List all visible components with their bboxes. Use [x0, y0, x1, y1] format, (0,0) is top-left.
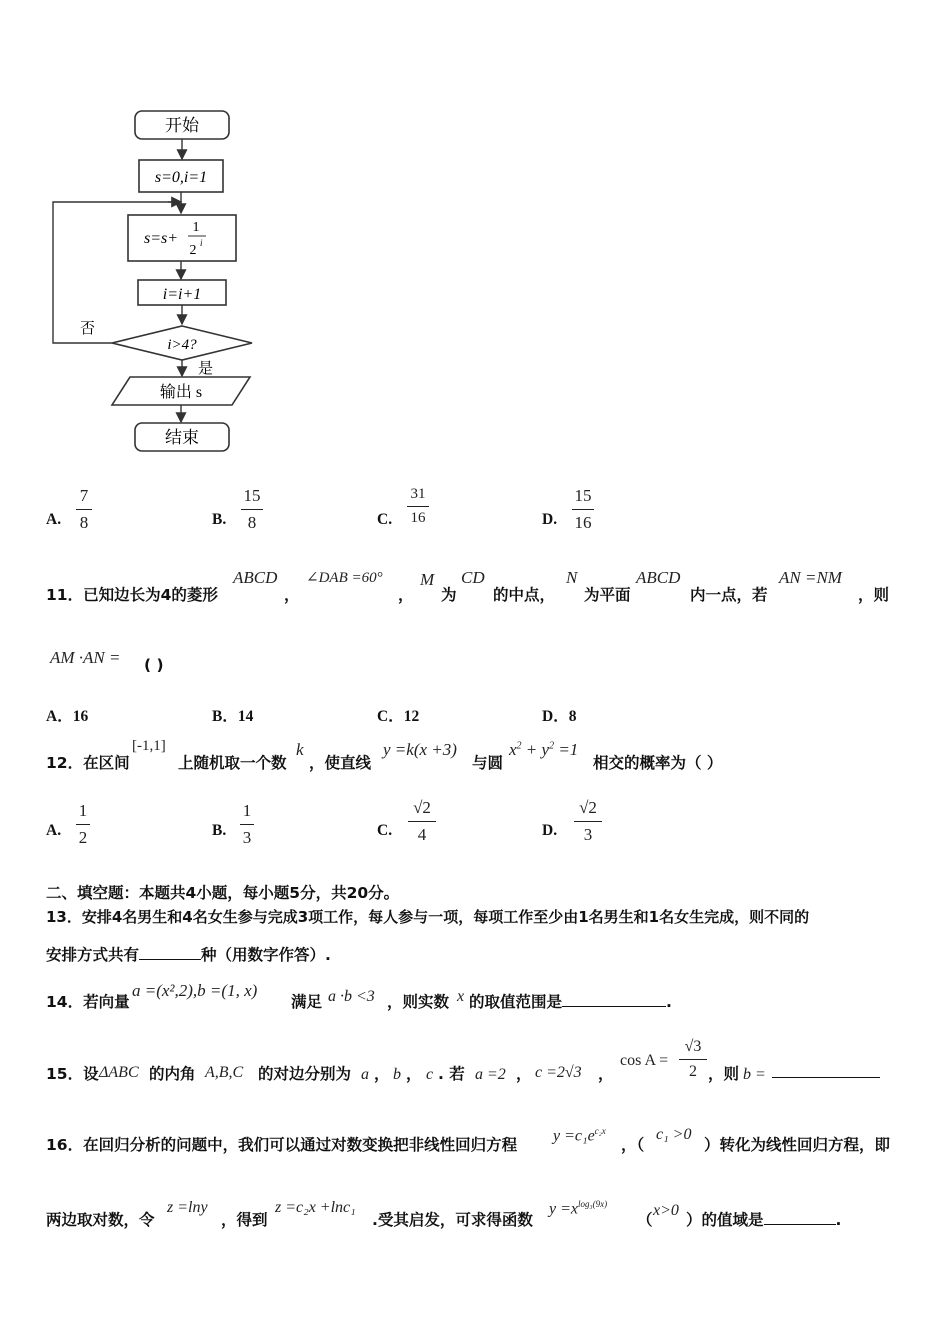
section-2-heading: 二、填空题：本题共4小题，每小题5分，共20分。 [46, 884, 400, 902]
flow-start-label: 开始 [165, 116, 199, 135]
q11-comma-1: ， [284, 586, 300, 604]
flow-init-label: s=0,i=1 [154, 169, 208, 186]
q11-comma-2: ， [398, 586, 414, 604]
q10-option-b-fraction [241, 486, 263, 533]
q10-option-a-fraction [76, 486, 92, 533]
q15-text-3: 的对边分别为 [258, 1065, 352, 1083]
flow-decision-label: i>4? [167, 337, 197, 353]
q10-option-d-label[interactable]: D. [542, 511, 558, 528]
q16-text-2: ，（ [621, 1136, 645, 1154]
q15-text-4: . 若 [438, 1065, 465, 1083]
q15-cos-fraction [679, 1038, 707, 1081]
q16-text-7 [686, 1208, 841, 1230]
q15-cos: cos A = [620, 1052, 669, 1069]
q16-text-7a: ）的值域是 [686, 1211, 764, 1229]
q10-option-d-fraction [572, 486, 594, 533]
q12-circle-rhs: =1 [554, 740, 579, 759]
q15-sep-2: ， [406, 1065, 422, 1083]
q10-option-a-num: 7 [79, 486, 89, 505]
q16-func-base: y =x [549, 1200, 578, 1218]
q11-angle: ∠DAB =60° [306, 570, 383, 586]
q15-text-5: ，则 [708, 1065, 740, 1083]
q10-option-c-label[interactable]: C. [377, 511, 393, 528]
q15-cos-den: 2 [689, 1063, 697, 1080]
q16-eq1-exponent: c₂x [594, 1126, 606, 1136]
q16-text-4: ，得到 [221, 1211, 268, 1229]
q15-text-2: 的内角 [149, 1065, 196, 1083]
q12-option-a-fraction [76, 801, 90, 848]
q13-line-2-start [46, 943, 331, 965]
q12-option-b-den: 3 [242, 828, 252, 847]
q12-text-5: 相交的概率为（ ） [593, 754, 723, 772]
q16-text-5: .受其启发，可求得函数 [372, 1211, 533, 1229]
flow-assign-num: 1 [192, 220, 200, 235]
q12-option-c-label[interactable]: C. [377, 822, 393, 839]
flow-assign-exp: i [200, 238, 203, 248]
q10-option-a-label[interactable]: A. [46, 511, 62, 528]
flow-end-label: 结束 [165, 428, 199, 447]
q12-option-c-den: 4 [417, 825, 427, 844]
q14-text-2: 满足 [291, 993, 323, 1011]
q15-cos-num: √3 [684, 1038, 702, 1055]
q13-line-2b: 种（用数字作答）. [201, 946, 331, 964]
q16-linear-equation: z =c₂x +lnc₁ [275, 1199, 356, 1216]
q10-option-b-num: 15 [243, 486, 261, 505]
q11-text-1: 11．已知边长为4的菱形 [46, 586, 218, 604]
q11-n: N [566, 568, 578, 587]
q16-text-3: ）转化为线性回归方程，即 [704, 1136, 891, 1154]
q14-inequality: a ·b <3 [328, 988, 375, 1005]
flow-no-label: 否 [80, 321, 96, 337]
q11-ze: ，则 [858, 586, 890, 604]
q16-domain: x>0 [653, 1202, 679, 1219]
q11-mid: 的中点， [493, 586, 556, 604]
q16-text-6: （ [637, 1211, 653, 1229]
q10-option-b-den: 8 [247, 513, 257, 532]
q11-option-b[interactable]: B．14 [212, 708, 254, 725]
q15-c: c [426, 1066, 434, 1083]
q12-circle-x-square: 2 [516, 740, 522, 752]
q12-text-1: 12．在区间 [46, 754, 130, 772]
q12-circle-plus-y: + y [521, 740, 550, 759]
q11-abcd: ABCD [233, 568, 278, 587]
q16-function [549, 1199, 607, 1218]
q15-text-1: 15．设 [46, 1065, 99, 1083]
q11-plane: 为平面 [584, 586, 631, 604]
q11-inside: 内一点，若 [690, 586, 768, 604]
q12-circle-equation [509, 740, 578, 760]
q10-option-c-den: 16 [410, 510, 426, 526]
q16-z-def: z =lny [167, 1199, 208, 1216]
q10-option-d-num: 15 [574, 486, 592, 505]
q14-vectors: a =(x²,2),b =(1, x) [132, 981, 258, 1000]
q12-option-d-den: 3 [583, 825, 593, 844]
q12-option-c-fraction [408, 798, 436, 845]
q10-option-a-den: 8 [79, 513, 89, 532]
q12-option-a-den: 2 [78, 828, 88, 847]
q15-sep-3: ， [516, 1065, 532, 1083]
q12-text-3: ，使直线 [309, 754, 372, 772]
q15-angles: A,B,C [205, 1064, 244, 1081]
q10-option-c-num: 31 [410, 486, 426, 502]
q15-b-equals: b = [743, 1066, 766, 1083]
flow-output-label: 输出 s [159, 384, 203, 401]
q12-option-a-label[interactable]: A. [46, 822, 62, 839]
q14-text-3: ，则实数 [387, 993, 450, 1011]
q15-b: b [393, 1066, 401, 1083]
q14-end: . [666, 993, 672, 1011]
q12-option-d-fraction [574, 798, 602, 845]
q12-option-b-fraction [240, 801, 254, 848]
q14-text-4a: 的取值范围是 [469, 993, 563, 1011]
q16-condition: c₁ >0 [656, 1126, 692, 1143]
q15-sep-1: ， [374, 1065, 390, 1083]
q13-line-2a: 安排方式共有 [46, 946, 140, 964]
q14-answer-blank[interactable] [562, 1006, 666, 1007]
q12-option-b-num: 1 [242, 801, 252, 820]
q12-text-4: 与圆 [472, 754, 504, 772]
q12-option-b-label[interactable]: B. [212, 822, 227, 839]
q12-interval: [-1,1] [132, 738, 166, 754]
q11-cd: CD [461, 568, 485, 587]
q11-paren: ( ) [144, 656, 164, 674]
flow-assign-left: s=s+ [144, 230, 179, 247]
q11-wei: 为 [441, 586, 457, 604]
q11-option-a[interactable]: A．16 [46, 708, 89, 725]
q12-option-c-num: √2 [413, 798, 431, 817]
q13-answer-blank[interactable] [139, 959, 201, 960]
q12-k: k [296, 740, 304, 759]
q12-circle-x: x [509, 740, 517, 759]
q15-sep-4: ， [598, 1065, 614, 1083]
q12-circle-y-square: 2 [549, 740, 555, 752]
flowchart [40, 105, 300, 455]
q15-triangle: ΔABC [99, 1064, 139, 1081]
q11-option-d[interactable]: D．8 [542, 708, 577, 725]
q16-answer-blank[interactable] [764, 1224, 836, 1225]
q16-line-1a: 16．在回归分析的问题中，我们可以通过对数变换把非线性回归方程 [46, 1136, 518, 1154]
q16-end: . [835, 1211, 842, 1229]
q13-line-1: 13．安排4名男生和4名女生参与完成3项工作，每人参与一项，每项工作至少由1名男生和1名女生完成，则不同的 [46, 908, 810, 926]
q16-func-exponent: log₃(9x) [578, 1199, 608, 1209]
q10-option-d-den: 16 [574, 513, 592, 532]
q16-eq1: y =c₁e [553, 1127, 595, 1145]
q12-option-d-label[interactable]: D. [542, 822, 558, 839]
q14-x: x [457, 988, 465, 1005]
q11-abcd-2: ABCD [636, 568, 681, 587]
q12-option-a-num: 1 [78, 801, 88, 820]
q11-option-c[interactable]: C．12 [377, 708, 420, 725]
flow-assign-den: 2 [189, 243, 197, 258]
q11-m: M [420, 570, 435, 589]
q15-a: a [361, 1066, 369, 1083]
q10-option-c-fraction [407, 486, 429, 527]
q15-a-value: a =2 [475, 1066, 506, 1083]
q11-expression: AM ·AN = [50, 648, 121, 667]
q12-text-2: 上随机取一个数 [178, 754, 287, 772]
q10-option-b-label[interactable]: B. [212, 511, 227, 528]
q12-line-equation: y =k(x +3) [383, 740, 457, 759]
q14-text-4 [469, 990, 672, 1012]
q15-answer-blank[interactable] [772, 1064, 880, 1078]
q14-text-1: 14．若向量 [46, 993, 130, 1011]
flow-increment-label: i=i+1 [162, 286, 202, 303]
q16-nonlinear-equation [553, 1126, 606, 1145]
q15-c-value: c =2√3 [535, 1064, 582, 1081]
q12-option-d-num: √2 [579, 798, 597, 817]
q11-condition: AN =NM [779, 568, 842, 587]
flow-yes-label: 是 [198, 361, 214, 377]
q16-line-2a: 两边取对数，令 [46, 1211, 155, 1229]
